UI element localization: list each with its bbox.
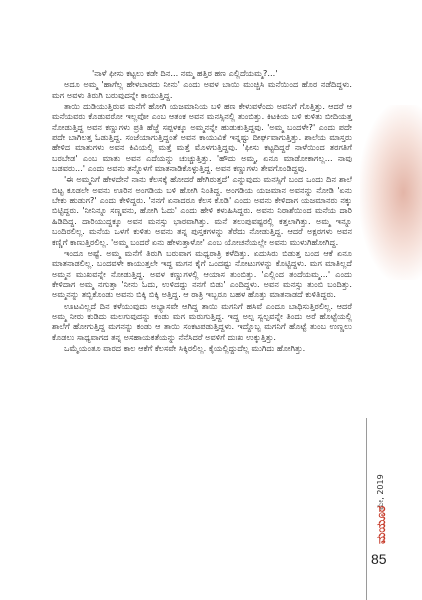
article-paragraph: 'ಈ ಅಮ್ಮನಿಗೆ ಹೇಳದೇನೆ ನಾನು ಕೆಲಸಕ್ಕೆ ಹೋದರೆ ಹೇಗಿರುತ್ತದೆ' ಎನ್ನುವುದು ಮನಸ್ಸಿಗೆ ಬಂದ ಒಂದು ದಿನ ಶಾಲೆ ಬಿಟ್ಟ ಕೂಡಲೇ ಅವನು ಊರಿನ ಅಂಗಡಿಯ ಬಳಿ ಹೋಗಿ ನಿಂತಿದ್ದ. ಅಂಗಡಿಯ ಯಜಮಾನ ಅವನನ್ನು ನೋಡಿ 'ಏನು ಬೇಕು ಹುಡುಗ?' ಎಂದು ಕೇಳಿದ್ದರು. 'ನನಗೆ ಏನಾದರೂ ಕೆಲಸ ಕೊಡಿ' ಎಂದು ಅವನು ಕೇಳಿದಾಗ ಯಜಮಾನರು ನಕ್ಕು ಬಿಟ್ಟಿದ್ದರು. 'ನೀನಿನ್ನೂ ಸಣ್ಣವನು, ಹೋಗಿ ಓದು' ಎಂದು ಹೇಳಿ ಕಳುಹಿಸಿದ್ದರು. ಅವನು ನಿರಾಶೆಯಿಂದ ಮನೆಯ ದಾರಿ ಹಿಡಿದಿದ್ದ. ದಾರಿಯುದ್ದಕ್ಕೂ ಅವನ ಮನಸ್ಸು ಭಾರವಾಗಿತ್ತು. ಮನೆ ತಲುಪುವಷ್ಟರಲ್ಲಿ ಕತ್ತಲಾಗಿತ್ತು. ಅಮ್ಮ ಇನ್ನೂ ಬಂದಿರಲಿಲ್ಲ. ಮನೆಯ ಒಳಗೆ ಕುಳಿತು ಅವನು ತನ್ನ ಪುಸ್ತಕಗಳನ್ನು ತೆರೆದು ನೋಡುತ್ತಿದ್ದ. ಆದರೆ ಅಕ್ಷರಗಳು ಅವನ ಕಣ್ಣಿಗೆ ಕಾಣುತ್ತಿರಲಿಲ್ಲ. 'ಅಮ್ಮ ಬಂದರೆ ಏನು ಹೇಳುತ್ತಾಳೋ' ಎಂಬ ಯೋಚನೆಯಲ್ಲೇ ಅವನು ಮುಳುಗಿಹೋಗಿದ್ದ. (52, 174, 352, 247)
issue-date: ಮೇ, 2019 (376, 474, 385, 510)
magazine-title: ಮಯೂರ (374, 505, 388, 544)
article-paragraph: ಅದೂ ಅಮ್ಮ 'ಹಾಗೆಲ್ಲ ಹೇಳಬಾರದು ನೀನು' ಎಂದು ಅವಳ ಬಾಯಿ ಮುಚ್ಚಿಸಿ ಮನೆಯಿಂದ ಹೊರ ನಡೆದಿದ್ದಳು. ಮಗ ಅವಳು ತಿರುಗಿ ಬರುವುದನ್ನೇ ಕಾಯುತ್ತಿದ್ದ. (52, 79, 352, 100)
article-body (52, 68, 352, 354)
decorative-watercolor-stain (360, 105, 422, 280)
article-paragraph: ಒಮ್ಮೆಯಂತೂ ವಾರದ ಕಾಲ ಆಕೆಗೆ ಕೆಲಸವೇ ಸಿಕ್ಕಿರಲಿಲ್ಲ. ಕೈಯಲ್ಲಿದ್ದುದೆಲ್ಲ ಮುಗಿದು ಹೋಗಿತ್ತು. (64, 342, 306, 353)
page-number: 85 (371, 551, 387, 567)
article-paragraph: 'ನಾಳೆ ಫೀಸು ಕಟ್ಟಲು ಕಡೇ ದಿನ... ನಮ್ಮ ಹತ್ತಿರ ಹಣ ಎಲ್ಲಿದೆಯಮ್ಮ?...' (92, 68, 278, 78)
article-paragraph: ತಾಯಿ ದುಡಿಯುತ್ತಿರುವ ಮನೆಗೆ ಹೋಗಿ ಯಜಮಾನಿಯ ಬಳಿ ಹಣ ಕೇಳುವಳೆಂದು ಅವನಿಗೆ ಗೊತ್ತಿತ್ತು. ಆದರೆ ಆ ಮನೆಯವರು ಕೊಡುವರೋ ಇಲ್ಲವೋ ಎಂಬ ಆತಂಕ ಅವನ ಮನಸ್ಸಿನಲ್ಲಿ ತುಂಬಿತ್ತು. ಕಿಟಕಿಯ ಬಳಿ ಕುಳಿತು ಬೀದಿಯತ್ತ ನೋಡುತ್ತಿದ್ದ ಅವನ ಕಣ್ಣುಗಳು ಪ್ರತಿ ಹೆಜ್ಜೆ ಸಪ್ಪಳಕ್ಕೂ ಅಮ್ಮನನ್ನೇ ಹುಡುಕುತ್ತಿದ್ದವು. 'ಅಮ್ಮ ಬಂದಳೇ?' ಎಂದು ಪದೇ ಪದೇ ಬಾಗಿಲತ್ತ ಓಡುತ್ತಿದ್ದ. ಸಂಜೆಯಾಗುತ್ತಿದ್ದಂತೆ ಅವನ ಕಾಯುವಿಕೆ ಇನ್ನಷ್ಟು ದೀರ್ಘವಾಗುತ್ತಿತ್ತು. ಶಾಲೆಯ ಮಾಸ್ತರು ಹೇಳಿದ ಮಾತುಗಳು ಅವನ ಕಿವಿಯಲ್ಲಿ ಮತ್ತೆ ಮತ್ತೆ ಮೊಳಗುತ್ತಿದ್ದವು. 'ಫೀಸು ಕಟ್ಟದಿದ್ದರೆ ನಾಳೆಯಿಂದ ತರಗತಿಗೆ ಬರಬೇಡ' ಎಂಬ ಮಾತು ಅವನ ಎದೆಯನ್ನು ಚುಚ್ಚುತ್ತಿತ್ತು. 'ಹೌದು ಅಮ್ಮ, ಏನೂ ಮಾಡೋಕಾಗಲ್ಲ... ನಾವು ಬಡವರು...' ಎಂದು ಅವನು ತನ್ನೊಳಗೆ ಮಾತನಾಡಿಕೊಳ್ಳುತ್ತಿದ್ದ. ಅವನ ಕಣ್ಣುಗಳು ತೇವಗೊಂಡಿದ್ದವು. (52, 101, 352, 174)
article-paragraph: ಊಟವಿಲ್ಲದೆ ದಿನ ಕಳೆಯುವುದು ಅಭ್ಯಾಸವೇ ಆಗಿದ್ದ ತಾಯಿ ಮಗನಿಗೆ ಹಸಿವೆ ಎಂದೂ ಬಾಧಿಸುತ್ತಿರಲಿಲ್ಲ. ಆದರೆ ಅಮ್ಮ ನೀರು ಕುಡಿದು ಮಲಗುವುದನ್ನು ಕಂಡು ಮಗ ಮರುಗುತ್ತಿದ್ದ. ಇದ್ದ ಅಲ್ಪ ಸ್ವಲ್ಪವನ್ನೇ ತಿಂದು ಅರೆ ಹೊಟ್ಟೆಯಲ್ಲಿ ಶಾಲೆಗೆ ಹೋಗುತ್ತಿದ್ದ ಮಗನನ್ನು ಕಂಡು ಆ ತಾಯಿ ಸಂಕಟಪಡುತ್ತಿದ್ದಳು. ಇದ್ದೊಬ್ಬ ಮಗನಿಗೆ ಹೊಟ್ಟೆ ತುಂಬ ಉಣ್ಣಲು ಕೊಡಲು ಸಾಧ್ಯವಾಗದ ತನ್ನ ಅಸಹಾಯಕತೆಯನ್ನು ನೆನೆಸಿದರೆ ಅವಳಿಗೆ ದುಃಖ ಉಕ್ಕುತ್ತಿತ್ತು. (52, 300, 352, 342)
margin-rule (366, 418, 367, 600)
article-paragraph: ಇಂದೂ ಅಷ್ಟೆ. ಅಮ್ಮ ಮನೆಗೆ ತಿರುಗಿ ಬರುವಾಗ ಮಧ್ಯರಾತ್ರಿ ಕಳೆದಿತ್ತು. ಏದುಸಿರು ಬಿಡುತ್ತ ಬಂದ ಆಕೆ ಏನೂ ಮಾತನಾಡಲಿಲ್ಲ. ಬಂದವಳೇ ಕಾಯುತ್ತಲೇ ಇದ್ದ ಮಗನ ಕೈಗೆ ಒಂದಷ್ಟು ನೋಟುಗಳನ್ನು ಕೊಟ್ಟಿದ್ದಳು. ಮಗ ಮಾತಿಲ್ಲದೆ ಅಮ್ಮನ ಮುಖವನ್ನೇ ನೋಡುತ್ತಿದ್ದ. ಅವಳ ಕಣ್ಣುಗಳಲ್ಲಿ ಆಯಾಸ ತುಂಬಿತ್ತು. 'ಎಲ್ಲಿಂದ ತಂದೆಯಮ್ಮ...' ಎಂದು ಕೇಳಿದಾಗ ಅಮ್ಮ ನಗುತ್ತಾ 'ನೀನು ಓದು, ಉಳಿದದ್ದು ನನಗೆ ಬಿಡು' ಎಂದಿದ್ದಳು. ಅವನ ಮನಸ್ಸು ತುಂಬಿ ಬಂದಿತ್ತು. ಅಮ್ಮನನ್ನು ತಬ್ಬಿಕೊಂಡು ಅವನು ಬಿಕ್ಕಿ ಬಿಕ್ಕಿ ಅತ್ತಿದ್ದ. ಆ ರಾತ್ರಿ ಇಬ್ಬರೂ ಬಹಳ ಹೊತ್ತು ಮಾತನಾಡದೆ ಕುಳಿತಿದ್ದರು. (52, 247, 352, 300)
